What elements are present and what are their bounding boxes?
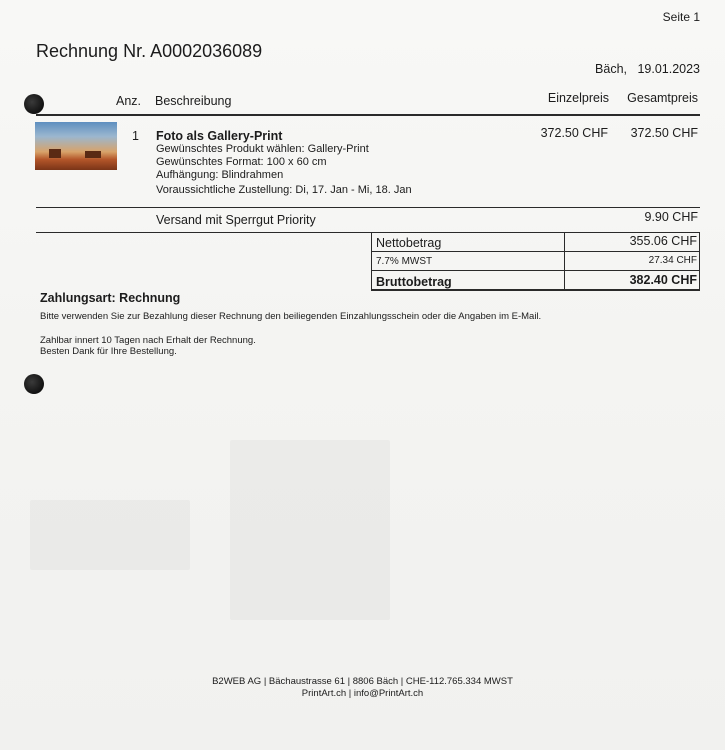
product-thumbnail <box>35 122 117 170</box>
item-detail-format: Gewünschtes Format: 100 x 60 cm <box>156 156 327 168</box>
butte-shape <box>49 149 61 158</box>
page-number: Seite 1 <box>662 10 700 24</box>
shipping-price: 9.90 CHF <box>644 210 698 224</box>
header-unit-price: Einzelpreis <box>547 91 609 105</box>
item-title: Foto als Gallery-Print <box>156 129 283 143</box>
header-rule <box>36 114 700 116</box>
item-rule <box>36 207 700 208</box>
header-total-price: Gesamtpreis <box>627 91 698 105</box>
net-label: Nettobetrag <box>376 236 442 250</box>
totals-bottom-rule <box>371 289 700 291</box>
invoice-date: 19.01.2023 <box>637 62 700 76</box>
item-detail-hanging: Aufhängung: Blindrahmen <box>156 169 284 181</box>
shipping-label: Versand mit Sperrgut Priority <box>156 213 316 227</box>
totals-row-rule <box>371 251 700 252</box>
item-qty: 1 <box>132 129 139 143</box>
payment-thanks: Besten Dank für Ihre Bestellung. <box>40 346 177 357</box>
show-through-shadow <box>230 440 390 620</box>
footer-contact: PrintArt.ch | info@PrintArt.ch <box>301 688 424 699</box>
payment-heading: Zahlungsart: Rechnung <box>40 291 181 305</box>
vat-label: 7.7% MWST <box>376 256 433 267</box>
place-date <box>595 62 700 76</box>
vat-value: 27.34 CHF <box>648 255 697 266</box>
item-details <box>156 143 412 197</box>
payment-terms: Zahlbar innert 10 Tagen nach Erhalt der Rechnung. <box>40 335 256 346</box>
item-detail-product: Gewünschtes Produkt wählen: Gallery-Print <box>156 143 369 155</box>
totals-row-rule <box>371 270 700 271</box>
shipping-rule <box>36 232 700 233</box>
totals-divider <box>564 232 565 290</box>
gross-label: Bruttobetrag <box>376 275 452 289</box>
butte-shape <box>85 151 101 158</box>
place: Bäch, <box>595 62 628 76</box>
item-total-price: 372.50 CHF <box>630 126 698 140</box>
totals-border <box>699 232 700 290</box>
show-through-shadow <box>30 500 190 570</box>
header-qty: Anz. <box>116 94 142 108</box>
invoice-title: Rechnung Nr. A0002036089 <box>36 41 263 61</box>
punch-hole <box>24 374 44 394</box>
totals-border <box>371 232 372 290</box>
punch-hole <box>24 94 44 114</box>
header-description: Beschreibung <box>155 94 232 108</box>
payment-instruction: Bitte verwenden Sie zur Bezahlung dieser Rechnung den beiliegenden Einzahlungsschein oder die Angaben im E-Mail. <box>40 311 542 322</box>
item-detail-delivery: Voraussichtliche Zustellung: Di, 17. Jan - Mi, 18. Jan <box>156 184 412 196</box>
footer-company: B2WEB AG | Bächaustrasse 61 | 8806 Bäch | CHE-112.765.334 MWST <box>212 676 513 687</box>
net-value: 355.06 CHF <box>629 234 697 248</box>
gross-value: 382.40 CHF <box>629 273 697 287</box>
item-unit-price: 372.50 CHF <box>540 126 608 140</box>
